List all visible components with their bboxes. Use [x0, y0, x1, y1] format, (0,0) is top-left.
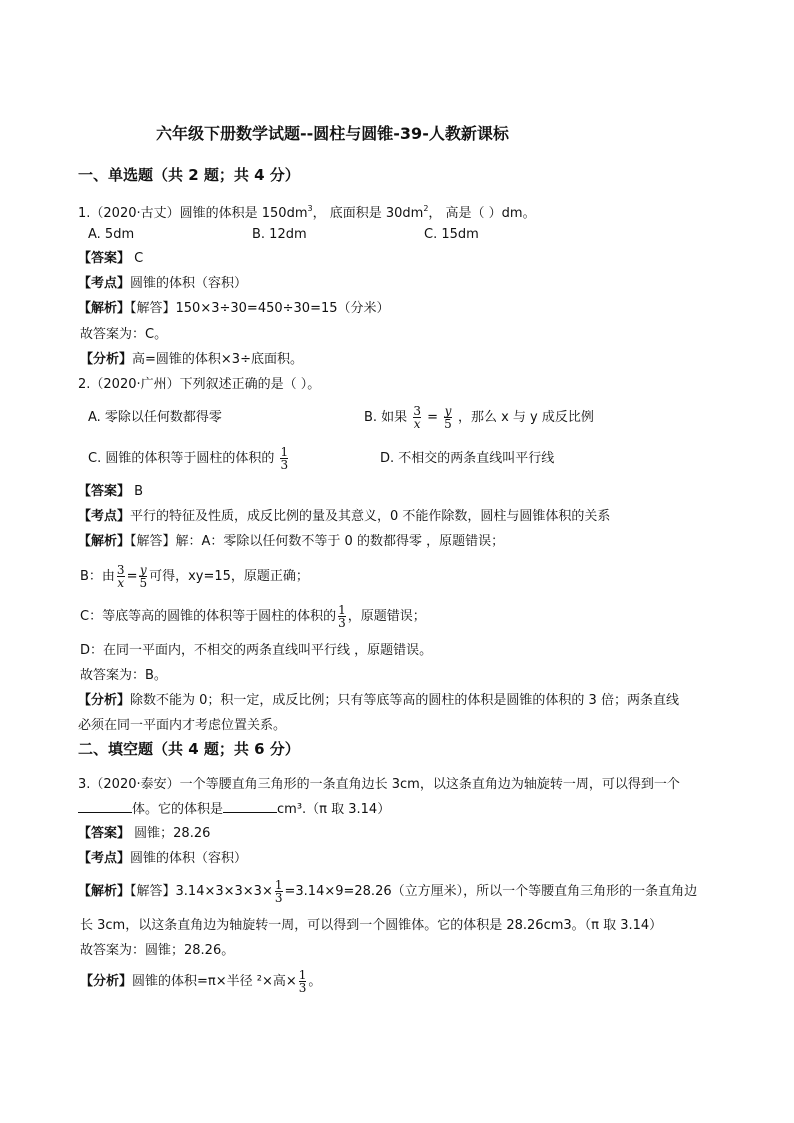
- fraction-one-third: [280, 446, 288, 471]
- q3-analysis: [80, 965, 321, 999]
- knowledge-text: 圆锥的体积（容积）: [130, 851, 248, 866]
- answer-tag: 【答案】: [78, 826, 131, 841]
- q1-stem: [78, 200, 536, 223]
- q3-conclusion: 故答案为：圆锥；28.26。: [80, 943, 235, 958]
- q1-stem-b: ， 底面积是 30dm: [312, 206, 424, 221]
- knowledge-text: 圆锥的体积（容积）: [130, 276, 248, 291]
- equals-sign: =: [427, 410, 439, 425]
- q3-stem-line1: 3.（2020·泰安）一个等腰直角三角形的一条直角边长 3cm，以这条直角边为轴旋转一周，可以得到一个: [78, 777, 680, 792]
- analysis-tag: 【分析】: [78, 693, 131, 708]
- q2-analysis-line1: [78, 692, 679, 710]
- q2-stem: 2.（2020·广州）下列叙述正确的是（ ）。: [78, 377, 321, 392]
- knowledge-tag: 【考点】: [78, 509, 131, 524]
- q2-knowledge-point: [78, 508, 610, 526]
- numerator: y: [444, 404, 452, 418]
- q1-stem-a: 1.（2020·古丈）圆锥的体积是 150dm: [78, 206, 308, 221]
- q2-c-prefix: C：等底等高的圆锥的体积等于圆柱的体积的: [80, 609, 337, 624]
- q1-knowledge-point: [78, 275, 247, 293]
- q3-knowledge-point: [78, 850, 247, 868]
- q1-conclusion: 故答案为：C。: [80, 327, 168, 342]
- explanation-tag: 【解析】: [78, 301, 131, 316]
- q2-answer: [78, 483, 143, 501]
- knowledge-tag: 【考点】: [78, 851, 131, 866]
- answer-tag: 【答案】: [78, 484, 131, 499]
- q2-c-suffix: ，原题错误；: [347, 609, 426, 624]
- analysis-text: 高=圆锥的体积×3÷底面积。: [132, 352, 303, 367]
- fraction-one-third: [275, 879, 283, 904]
- section-heading-single-choice: 一、单选题（共 2 题；共 4 分）: [78, 166, 300, 184]
- answer-tag: 【答案】: [78, 251, 131, 266]
- q1-analysis: [80, 351, 303, 369]
- denominator: x: [413, 417, 421, 431]
- q1-answer: [78, 250, 143, 268]
- equals-sign: =: [126, 569, 138, 584]
- q1-sup-3: 3: [307, 204, 313, 213]
- analysis-pre: 圆锥的体积=π×半径 ²×高×: [132, 974, 297, 989]
- q2-b-suffix: 可得，xy=15，原题正确；: [149, 569, 309, 584]
- knowledge-tag: 【考点】: [78, 276, 131, 291]
- fraction-y-over-5: [444, 405, 452, 430]
- denominator: 3: [298, 981, 307, 995]
- fraction-one-third: [338, 604, 346, 629]
- fraction-y-over-5: [139, 564, 147, 589]
- explanation-pre: 【解答】3.14×3×3×3×: [130, 884, 273, 899]
- numerator: y: [139, 563, 147, 577]
- q1-stem-c: ， 高是（ ）dm。: [428, 206, 536, 221]
- q2-option-d: D. 不相交的两条直线叫平行线: [380, 451, 555, 466]
- q2-option-b-prefix: B. 如果: [364, 410, 408, 425]
- denominator: 5: [444, 417, 452, 431]
- q2-option-b-suffix: ，那么 x 与 y 成反比例: [457, 410, 594, 425]
- q2-explanation-c: [80, 600, 426, 634]
- q2-option-c-text: C. 圆锥的体积等于圆柱的体积的: [88, 451, 275, 466]
- denominator: 3: [280, 458, 289, 472]
- q1-explanation: [78, 300, 390, 318]
- explanation-text: 【解答】解：A：零除以任何数不等于 0 的数都得零 ，原题错误；: [130, 534, 505, 549]
- q1-sup-2: 2: [423, 204, 429, 213]
- answer-value: 圆锥；28.26: [130, 826, 211, 841]
- numerator: 1: [280, 445, 289, 459]
- q3-stem-b: cm³.（π 取 3.14）: [277, 802, 391, 817]
- explanation-tag: 【解析】: [78, 884, 131, 899]
- analysis-post: 。: [308, 974, 322, 989]
- fraction-3-over-x: [413, 405, 421, 430]
- q2-option-c: [88, 442, 290, 476]
- numerator: 3: [116, 563, 125, 577]
- explanation-tag: 【解析】: [78, 534, 131, 549]
- q2-explanation-d: D：在同一平面内，不相交的两条直线叫平行线 ，原题错误。: [80, 643, 433, 658]
- q3-explanation-line2: 长 3cm，以这条直角边为轴旋转一周，可以得到一个圆锥体。它的体积是 28.26cm3。（π 取 3.14）: [80, 918, 663, 933]
- q1-option-c: C. 15dm: [424, 227, 479, 242]
- blank-shape: [78, 800, 132, 813]
- explanation-text: 【解答】150×3÷30=450÷30=15（分米）: [130, 301, 390, 316]
- q2-option-a: A. 零除以任何数都得零: [88, 410, 222, 425]
- analysis-text: 除数不能为 0；积一定，成反比例；只有等底等高的圆柱的体积是圆锥的体积的 3 倍；两条直线: [130, 693, 679, 708]
- analysis-tag: 【分析】: [80, 974, 133, 989]
- denominator: 3: [274, 891, 283, 905]
- numerator: 1: [298, 968, 307, 982]
- q2-explanation-b: [80, 560, 309, 594]
- numerator: 3: [413, 404, 421, 418]
- q2-conclusion: 故答案为：B。: [80, 668, 167, 683]
- q3-stem-a: 体。它的体积是: [132, 802, 224, 817]
- q3-explanation: [78, 875, 697, 909]
- numerator: 1: [338, 603, 346, 617]
- q3-answer: [78, 825, 210, 843]
- analysis-tag: 【分析】: [80, 352, 133, 367]
- q2-option-b: [364, 401, 594, 435]
- q2-explanation: [78, 533, 504, 551]
- numerator: 1: [274, 878, 283, 892]
- denominator: 5: [139, 576, 148, 590]
- denominator: x: [117, 576, 125, 590]
- knowledge-text: 平行的特征及性质，成反比例的量及其意义，0 不能作除数，圆柱与圆锥体积的关系: [130, 509, 611, 524]
- q2-b-prefix: B：由: [80, 569, 115, 584]
- section-heading-fill-blank: 二、填空题（共 4 题；共 6 分）: [78, 740, 300, 758]
- explanation-post: =3.14×9=28.26（立方厘米），所以一个等腰直角三角形的一条直角边: [284, 884, 698, 899]
- answer-value: C: [130, 251, 144, 266]
- q3-stem-line2: [78, 800, 390, 819]
- q1-option-a: A. 5dm: [88, 227, 135, 242]
- fraction-3-over-x: [117, 564, 125, 589]
- fraction-one-third: [299, 969, 307, 994]
- page-title: 六年级下册数学试题--圆柱与圆锥-39-人教新课标: [156, 124, 509, 143]
- denominator: 3: [338, 616, 346, 630]
- q2-analysis-line2: 必须在同一平面内才考虑位置关系。: [78, 718, 287, 733]
- blank-volume: [223, 800, 277, 813]
- answer-value: B: [130, 484, 144, 499]
- q1-option-b: B. 12dm: [252, 227, 307, 242]
